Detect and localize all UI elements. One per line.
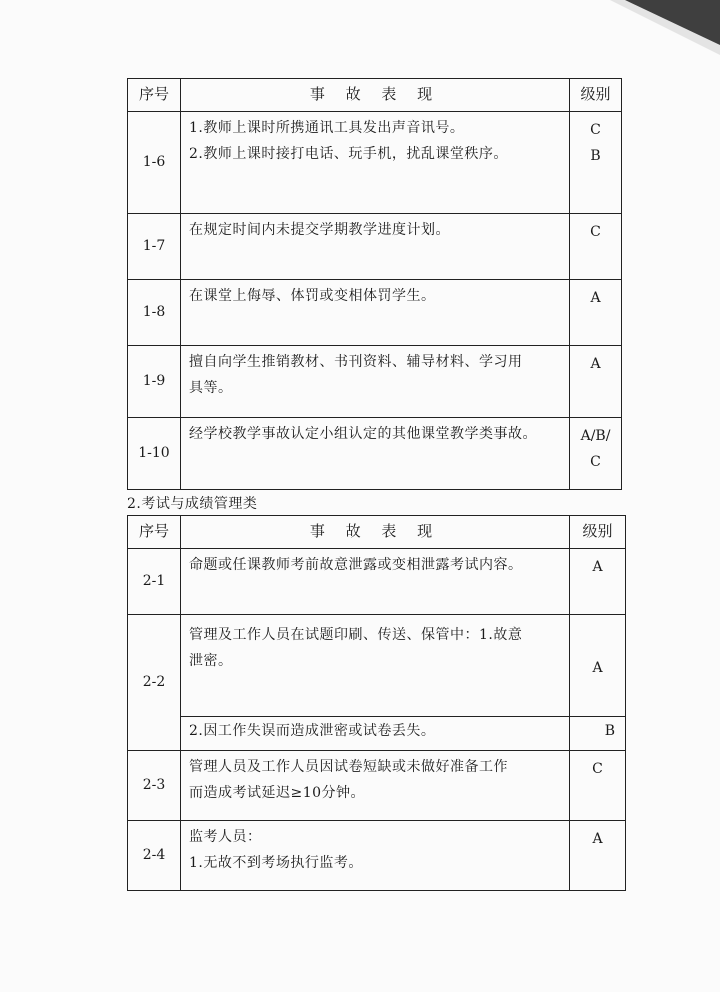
scan-corner-fold [625,0,720,45]
table-row [128,751,626,821]
level-value: A/B/ [580,428,611,444]
description-line: 管理人员及工作人员因试卷短缺或未做好准备工作 [189,759,508,775]
description-line: 而造成考试延迟≥10分钟。 [189,784,366,801]
level-value: A [590,290,601,306]
level-value: B [590,147,601,164]
row-serial-number: 2-4 [128,821,181,891]
row-description [181,751,570,821]
level-value: C [590,224,601,240]
table-row [128,821,626,891]
description-line: 1.无故不到考场执行监考。 [189,854,363,871]
table-row [128,112,622,214]
table-header-row [128,79,622,112]
accident-table-classroom [127,78,622,490]
row-description [181,418,570,490]
description-line: 2.教师上课时接打电话、玩手机，扰乱课堂秩序。 [189,145,508,162]
table-header-row [128,516,626,549]
level-value: C [590,453,601,470]
level-value: A [590,356,601,372]
row-level [570,549,626,615]
table-row [128,717,626,751]
accident-table-exam-grades [127,515,626,891]
table-row [128,280,622,346]
level-value: C [590,122,601,138]
row-level [570,346,622,418]
table-row [128,549,626,615]
header-level: 级别 [570,79,622,112]
row-description [181,549,570,615]
row-serial-number: 2-1 [128,549,181,615]
description-line: 监考人员： [189,829,262,845]
row-description [181,280,570,346]
row-description [181,615,570,717]
row-level [570,615,626,717]
row-level [570,717,626,751]
description-line: 泄密。 [189,652,233,669]
description-line: 擅自向学生推销教材、书刊资料、辅导材料、学习用 [189,354,523,370]
row-level [570,751,626,821]
table-row [128,346,622,418]
row-level [570,418,622,490]
row-serial-number: 1-10 [128,418,181,490]
row-serial-number: 1-9 [128,346,181,418]
description-line: 在规定时间内未提交学期教学进度计划。 [189,222,450,238]
description-line: 在课堂上侮辱、体罚或变相体罚学生。 [189,288,436,304]
description-line: 经学校教学事故认定小组认定的其他课堂教学类事故。 [189,426,537,442]
level-value: B [604,723,615,739]
table-row [128,615,626,717]
section-heading: 2.考试与成绩管理类 [127,496,258,512]
header-accident-description: 事 故 表 现 [181,79,570,112]
level-value: A [592,659,603,676]
row-description [181,821,570,891]
row-serial-number: 2-3 [128,751,181,821]
row-level [570,112,622,214]
row-description [181,346,570,418]
header-serial-number: 序号 [128,79,181,112]
description-line: 具等。 [189,379,233,396]
description-line: 1.教师上课时所携通讯工具发出声音讯号。 [189,120,465,136]
row-serial-number: 1-6 [128,112,181,214]
table-row [128,418,622,490]
level-value: A [592,559,603,575]
row-level [570,821,626,891]
table-row [128,214,622,280]
header-level: 级别 [570,516,626,549]
row-level [570,214,622,280]
header-accident-description: 事 故 表 现 [181,516,570,549]
row-serial-number: 1-7 [128,214,181,280]
description-line: 管理及工作人员在试题印刷、传送、保管中：1.故意 [189,627,523,643]
description-line: 2.因工作失误而造成泄密或试卷丢失。 [189,723,436,739]
level-value: A [592,831,603,847]
row-description [181,214,570,280]
row-serial-number: 1-8 [128,280,181,346]
header-serial-number: 序号 [128,516,181,549]
level-value: C [592,761,603,777]
row-level [570,280,622,346]
description-line: 命题或任课教师考前故意泄露或变相泄露考试内容。 [189,557,523,573]
row-serial-number: 2-2 [128,615,181,751]
row-description [181,112,570,214]
row-description [181,717,570,751]
